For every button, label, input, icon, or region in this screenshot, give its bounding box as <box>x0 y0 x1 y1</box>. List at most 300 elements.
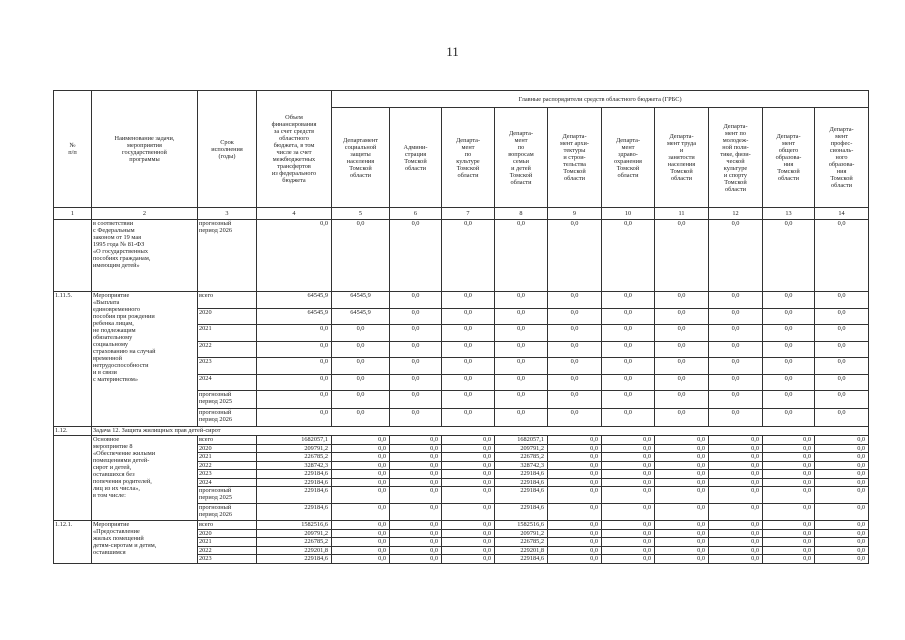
header-period: Срок исполнения (годы) <box>198 91 257 208</box>
row-grbs-value: 0,0 <box>390 358 442 375</box>
row-grbs-value: 0,0 <box>602 358 655 375</box>
row-grbs-value: 0,0 <box>655 529 709 538</box>
row-grbs-value: 0,0 <box>602 374 655 391</box>
row-grbs-value: 0,0 <box>332 220 390 292</box>
row-grbs-value: 0,0 <box>495 308 548 325</box>
row-grbs-value: 0,0 <box>390 470 442 479</box>
row-grbs-value: 0,0 <box>332 504 390 521</box>
row-grbs-value: 0,0 <box>390 409 442 427</box>
row-period: 2020 <box>198 444 257 453</box>
row-grbs-value: 0,0 <box>815 529 869 538</box>
row-grbs-value: 328742,3 <box>495 461 548 470</box>
row-grbs-value: 0,0 <box>390 374 442 391</box>
row-period: прогнозный период 2026 <box>198 409 257 427</box>
row-grbs-value: 229184,6 <box>495 504 548 521</box>
row-grbs-value: 0,0 <box>655 220 709 292</box>
row-grbs-value: 0,0 <box>442 555 495 564</box>
row-grbs-value: 0,0 <box>390 325 442 342</box>
column-number-row <box>54 208 869 220</box>
row-grbs-value: 64545,9 <box>332 308 390 325</box>
row-name: Основное мероприятие 8 «Обеспечение жилыми помещениями детей- сирот и детей, оставшихся без попечения родителей, лиц из их числа», в том числе: <box>92 436 198 521</box>
row-grbs-value: 0,0 <box>602 521 655 530</box>
row-total-value: 0,0 <box>257 409 332 427</box>
row-grbs-value: 0,0 <box>548 444 602 453</box>
row-grbs-value: 0,0 <box>390 487 442 504</box>
row-total-value: 64545,9 <box>257 292 332 309</box>
row-grbs-value: 0,0 <box>442 374 495 391</box>
row-grbs-value: 0,0 <box>763 409 815 427</box>
header-grbs-9: Департа- мент общего образова- ния Томской области <box>763 108 815 208</box>
row-grbs-value: 0,0 <box>763 538 815 547</box>
row-grbs-value: 0,0 <box>442 504 495 521</box>
row-grbs-value: 0,0 <box>763 220 815 292</box>
row-grbs-value: 0,0 <box>709 341 763 358</box>
row-grbs-value: 0,0 <box>815 341 869 358</box>
row-period: 2020 <box>198 529 257 538</box>
row-grbs-value: 0,0 <box>763 461 815 470</box>
row-grbs-value: 0,0 <box>815 461 869 470</box>
row-grbs-value: 0,0 <box>763 521 815 530</box>
header-grbs-3: Департа- мент по культуре Томской области <box>442 108 495 208</box>
row-grbs-value: 0,0 <box>332 470 390 479</box>
row-grbs-value: 0,0 <box>332 521 390 530</box>
row-grbs-value: 0,0 <box>332 461 390 470</box>
row-grbs-value: 0,0 <box>815 444 869 453</box>
header-grbs-2: Админи- страция Томской области <box>390 108 442 208</box>
header-row <box>54 91 869 108</box>
row-grbs-value: 0,0 <box>548 453 602 462</box>
row-grbs-value: 0,0 <box>655 444 709 453</box>
row-period: 2020 <box>198 308 257 325</box>
row-grbs-value: 0,0 <box>390 341 442 358</box>
row-grbs-value: 0,0 <box>442 529 495 538</box>
row-period: 2022 <box>198 461 257 470</box>
header-grbs-8: Департа- мент по молодеж- ной поли- тике, физи- ческой культуре и спорту Томской области <box>709 108 763 208</box>
row-grbs-value: 0,0 <box>709 374 763 391</box>
row-grbs-value: 0,0 <box>602 453 655 462</box>
row-grbs-value: 0,0 <box>548 529 602 538</box>
row-grbs-value: 0,0 <box>495 220 548 292</box>
row-period: 2021 <box>198 538 257 547</box>
row-grbs-value: 0,0 <box>548 436 602 445</box>
row-grbs-value: 0,0 <box>655 436 709 445</box>
row-grbs-value: 0,0 <box>548 478 602 487</box>
row-grbs-value: 0,0 <box>495 325 548 342</box>
row-grbs-value: 0,0 <box>709 391 763 409</box>
row-grbs-value: 0,0 <box>442 546 495 555</box>
header-grbs-10: Департа- мент профес- сиональ- ного образова- ния Томской области <box>815 108 869 208</box>
row-period: прогнозный период 2026 <box>198 220 257 292</box>
row-total-value: 328742,3 <box>257 461 332 470</box>
row-grbs-value: 0,0 <box>709 453 763 462</box>
row-number <box>54 436 92 521</box>
row-grbs-value: 0,0 <box>390 444 442 453</box>
column-number: 11 <box>655 208 709 220</box>
row-grbs-value: 0,0 <box>332 487 390 504</box>
row-grbs-value: 0,0 <box>709 521 763 530</box>
row-grbs-value: 0,0 <box>763 391 815 409</box>
row-total-value: 0,0 <box>257 220 332 292</box>
row-grbs-value: 0,0 <box>390 538 442 547</box>
row-grbs-value: 0,0 <box>602 504 655 521</box>
row-number <box>54 220 92 292</box>
row-grbs-value: 0,0 <box>763 374 815 391</box>
column-number: 13 <box>763 208 815 220</box>
row-grbs-value: 0,0 <box>332 546 390 555</box>
row-grbs-value: 229184,6 <box>495 555 548 564</box>
row-total-value: 64545,9 <box>257 308 332 325</box>
row-grbs-value: 0,0 <box>332 374 390 391</box>
row-grbs-value: 0,0 <box>548 487 602 504</box>
row-period: 2022 <box>198 546 257 555</box>
row-grbs-value: 0,0 <box>442 409 495 427</box>
row-period: всего <box>198 521 257 530</box>
row-grbs-value: 0,0 <box>602 470 655 479</box>
row-grbs-value: 0,0 <box>332 555 390 564</box>
row-grbs-value: 0,0 <box>815 555 869 564</box>
row-total-value: 0,0 <box>257 391 332 409</box>
task-title: Задача 12. Защита жилищных прав детей-сирот <box>92 427 869 436</box>
row-grbs-value: 0,0 <box>495 374 548 391</box>
header-grbs-title: Главные распорядители средств областного бюджета (ГРБС) <box>332 91 869 108</box>
row-grbs-value: 0,0 <box>815 308 869 325</box>
row-period: 2023 <box>198 555 257 564</box>
row-grbs-value: 0,0 <box>332 409 390 427</box>
row-grbs-value: 0,0 <box>602 461 655 470</box>
row-grbs-value: 0,0 <box>815 391 869 409</box>
row-grbs-value: 0,0 <box>655 374 709 391</box>
column-number: 2 <box>92 208 198 220</box>
row-grbs-value: 0,0 <box>548 292 602 309</box>
row-grbs-value: 0,0 <box>763 358 815 375</box>
row-grbs-value: 0,0 <box>655 453 709 462</box>
row-grbs-value: 226785,2 <box>495 538 548 547</box>
row-grbs-value: 0,0 <box>815 504 869 521</box>
row-total-value: 1582516,6 <box>257 521 332 530</box>
row-grbs-value: 0,0 <box>602 555 655 564</box>
row-grbs-value: 0,0 <box>548 220 602 292</box>
row-grbs-value: 0,0 <box>815 453 869 462</box>
row-grbs-value: 0,0 <box>815 546 869 555</box>
row-grbs-value: 0,0 <box>442 220 495 292</box>
row-grbs-value: 0,0 <box>602 341 655 358</box>
row-period: 2023 <box>198 470 257 479</box>
header-no: № п/п <box>54 91 92 208</box>
row-grbs-value: 0,0 <box>442 538 495 547</box>
row-grbs-value: 64545,9 <box>332 292 390 309</box>
row-grbs-value: 0,0 <box>495 341 548 358</box>
table-row <box>54 292 869 309</box>
row-grbs-value: 226785,2 <box>495 453 548 462</box>
row-total-value: 229201,8 <box>257 546 332 555</box>
row-number: 1.11.5. <box>54 292 92 427</box>
row-grbs-value: 0,0 <box>655 341 709 358</box>
row-period: всего <box>198 292 257 309</box>
row-grbs-value: 0,0 <box>815 487 869 504</box>
row-grbs-value: 0,0 <box>442 461 495 470</box>
row-period: всего <box>198 436 257 445</box>
column-number: 4 <box>257 208 332 220</box>
header-grbs-4: Департа- мент по вопросам семьи и детей Томской области <box>495 108 548 208</box>
row-grbs-value: 229184,6 <box>495 487 548 504</box>
row-grbs-value: 229184,6 <box>495 470 548 479</box>
row-grbs-value: 0,0 <box>495 358 548 375</box>
row-period: 2023 <box>198 358 257 375</box>
row-total-value: 209791,2 <box>257 444 332 453</box>
row-grbs-value: 0,0 <box>655 538 709 547</box>
row-grbs-value: 0,0 <box>763 325 815 342</box>
row-grbs-value: 0,0 <box>495 409 548 427</box>
column-number: 3 <box>198 208 257 220</box>
row-total-value: 229184,6 <box>257 470 332 479</box>
row-grbs-value: 0,0 <box>332 529 390 538</box>
row-grbs-value: 0,0 <box>655 470 709 479</box>
row-grbs-value: 0,0 <box>548 358 602 375</box>
row-grbs-value: 0,0 <box>655 521 709 530</box>
row-grbs-value: 0,0 <box>655 555 709 564</box>
row-grbs-value: 0,0 <box>602 292 655 309</box>
column-number: 5 <box>332 208 390 220</box>
row-grbs-value: 0,0 <box>548 521 602 530</box>
row-name: в соответствии с Федеральным законом от 19 мая 1995 года № 81-ФЗ «О государственных пособиях гражданам, имеющим детей» <box>92 220 198 292</box>
page-number: 11 <box>446 44 459 59</box>
row-grbs-value: 0,0 <box>709 292 763 309</box>
task-row <box>54 427 869 436</box>
row-total-value: 0,0 <box>257 374 332 391</box>
financing-table <box>53 90 869 564</box>
row-grbs-value: 0,0 <box>763 308 815 325</box>
row-grbs-value: 0,0 <box>332 358 390 375</box>
row-grbs-value: 0,0 <box>815 325 869 342</box>
row-grbs-value: 0,0 <box>548 374 602 391</box>
row-grbs-value: 0,0 <box>709 555 763 564</box>
row-grbs-value: 0,0 <box>602 220 655 292</box>
row-grbs-value: 0,0 <box>390 292 442 309</box>
row-grbs-value: 0,0 <box>655 325 709 342</box>
row-grbs-value: 0,0 <box>602 478 655 487</box>
row-grbs-value: 0,0 <box>709 538 763 547</box>
row-grbs-value: 0,0 <box>815 538 869 547</box>
row-grbs-value: 0,0 <box>390 529 442 538</box>
row-grbs-value: 0,0 <box>655 487 709 504</box>
row-grbs-value: 0,0 <box>602 529 655 538</box>
row-grbs-value: 0,0 <box>763 436 815 445</box>
row-grbs-value: 0,0 <box>548 555 602 564</box>
row-grbs-value: 0,0 <box>442 487 495 504</box>
row-grbs-value: 0,0 <box>548 341 602 358</box>
row-grbs-value: 0,0 <box>709 436 763 445</box>
row-grbs-value: 0,0 <box>602 444 655 453</box>
row-grbs-value: 0,0 <box>332 444 390 453</box>
row-grbs-value: 0,0 <box>442 478 495 487</box>
row-grbs-value: 1582516,6 <box>495 521 548 530</box>
row-grbs-value: 0,0 <box>763 341 815 358</box>
row-grbs-value: 0,0 <box>815 292 869 309</box>
column-number: 6 <box>390 208 442 220</box>
row-grbs-value: 0,0 <box>332 436 390 445</box>
header-grbs-7: Департа- мент труда и занятости населения Томской области <box>655 108 709 208</box>
row-period: 2024 <box>198 374 257 391</box>
row-grbs-value: 0,0 <box>815 374 869 391</box>
row-period: 2024 <box>198 478 257 487</box>
row-grbs-value: 0,0 <box>763 470 815 479</box>
row-grbs-value: 0,0 <box>442 292 495 309</box>
header-name: Наименование задачи, мероприятия государственной программы <box>92 91 198 208</box>
row-total-value: 229184,6 <box>257 504 332 521</box>
row-grbs-value: 0,0 <box>763 292 815 309</box>
row-grbs-value: 0,0 <box>763 453 815 462</box>
row-name: Мероприятие «Выплата единовременного пособия при рождении ребенка лицам, не подлежащим обязательному социальному страхованию на случай временной нетрудоспособности и в связи с материнством» <box>92 292 198 427</box>
column-number: 8 <box>495 208 548 220</box>
row-grbs-value: 0,0 <box>655 546 709 555</box>
row-grbs-value: 0,0 <box>709 546 763 555</box>
row-total-value: 229184,6 <box>257 555 332 564</box>
row-grbs-value: 0,0 <box>709 470 763 479</box>
row-total-value: 0,0 <box>257 325 332 342</box>
row-grbs-value: 0,0 <box>709 220 763 292</box>
row-grbs-value: 209791,2 <box>495 444 548 453</box>
table-row <box>54 521 869 530</box>
row-grbs-value: 0,0 <box>763 487 815 504</box>
row-total-value: 0,0 <box>257 341 332 358</box>
table-row <box>54 436 869 445</box>
row-grbs-value: 0,0 <box>763 529 815 538</box>
row-grbs-value: 0,0 <box>390 391 442 409</box>
row-grbs-value: 0,0 <box>815 521 869 530</box>
row-grbs-value: 0,0 <box>602 409 655 427</box>
row-grbs-value: 0,0 <box>548 409 602 427</box>
row-grbs-value: 0,0 <box>548 308 602 325</box>
row-grbs-value: 0,0 <box>815 358 869 375</box>
row-grbs-value: 1682057,1 <box>495 436 548 445</box>
row-grbs-value: 0,0 <box>709 487 763 504</box>
column-number: 9 <box>548 208 602 220</box>
row-total-value: 229184,6 <box>257 487 332 504</box>
row-grbs-value: 0,0 <box>442 391 495 409</box>
row-grbs-value: 0,0 <box>332 453 390 462</box>
column-number: 10 <box>602 208 655 220</box>
row-grbs-value: 0,0 <box>655 292 709 309</box>
row-grbs-value: 0,0 <box>495 292 548 309</box>
row-grbs-value: 0,0 <box>332 538 390 547</box>
row-grbs-value: 0,0 <box>815 436 869 445</box>
row-grbs-value: 0,0 <box>442 358 495 375</box>
row-grbs-value: 0,0 <box>709 444 763 453</box>
row-grbs-value: 0,0 <box>763 478 815 487</box>
row-total-value: 1682057,1 <box>257 436 332 445</box>
row-grbs-value: 0,0 <box>442 308 495 325</box>
row-grbs-value: 0,0 <box>332 341 390 358</box>
row-grbs-value: 0,0 <box>548 504 602 521</box>
row-grbs-value: 0,0 <box>709 308 763 325</box>
row-period: 2021 <box>198 325 257 342</box>
row-grbs-value: 0,0 <box>390 461 442 470</box>
row-grbs-value: 0,0 <box>390 308 442 325</box>
table-row <box>54 220 869 292</box>
row-grbs-value: 0,0 <box>602 487 655 504</box>
row-grbs-value: 0,0 <box>390 546 442 555</box>
row-grbs-value: 0,0 <box>655 358 709 375</box>
row-grbs-value: 0,0 <box>815 409 869 427</box>
row-grbs-value: 0,0 <box>390 555 442 564</box>
column-number: 14 <box>815 208 869 220</box>
row-total-value: 226785,2 <box>257 453 332 462</box>
header-grbs-1: Департамент социальной защиты населения Томской области <box>332 108 390 208</box>
task-number: 1.12. <box>54 427 92 436</box>
row-grbs-value: 0,0 <box>709 478 763 487</box>
row-grbs-value: 0,0 <box>548 461 602 470</box>
row-period: прогнозный период 2026 <box>198 504 257 521</box>
column-number: 7 <box>442 208 495 220</box>
row-grbs-value: 0,0 <box>548 325 602 342</box>
row-grbs-value: 0,0 <box>442 325 495 342</box>
row-grbs-value: 0,0 <box>709 504 763 521</box>
row-grbs-value: 0,0 <box>390 453 442 462</box>
row-number: 1.12.1. <box>54 521 92 564</box>
row-grbs-value: 0,0 <box>548 470 602 479</box>
row-grbs-value: 0,0 <box>763 504 815 521</box>
row-grbs-value: 0,0 <box>815 220 869 292</box>
row-grbs-value: 0,0 <box>763 555 815 564</box>
row-grbs-value: 0,0 <box>442 453 495 462</box>
row-grbs-value: 0,0 <box>602 436 655 445</box>
row-grbs-value: 0,0 <box>548 546 602 555</box>
row-grbs-value: 0,0 <box>332 391 390 409</box>
row-grbs-value: 0,0 <box>815 478 869 487</box>
row-grbs-value: 0,0 <box>548 391 602 409</box>
row-grbs-value: 0,0 <box>442 521 495 530</box>
row-grbs-value: 0,0 <box>548 538 602 547</box>
row-total-value: 226785,2 <box>257 538 332 547</box>
row-grbs-value: 0,0 <box>332 325 390 342</box>
row-total-value: 0,0 <box>257 358 332 375</box>
row-grbs-value: 0,0 <box>709 461 763 470</box>
row-grbs-value: 0,0 <box>495 391 548 409</box>
row-grbs-value: 0,0 <box>815 470 869 479</box>
header-volume: Объем финансирования за счет средств областного бюджета, в том числе за счет межбюджетных трансфертов из федерального бюджета <box>257 91 332 208</box>
row-total-value: 209791,2 <box>257 529 332 538</box>
row-grbs-value: 0,0 <box>390 436 442 445</box>
row-grbs-value: 0,0 <box>442 341 495 358</box>
row-grbs-value: 0,0 <box>709 529 763 538</box>
row-grbs-value: 0,0 <box>602 325 655 342</box>
row-grbs-value: 0,0 <box>390 220 442 292</box>
row-grbs-value: 229201,8 <box>495 546 548 555</box>
row-grbs-value: 0,0 <box>655 478 709 487</box>
row-grbs-value: 0,0 <box>709 325 763 342</box>
row-grbs-value: 229184,6 <box>495 478 548 487</box>
row-period: прогнозный период 2025 <box>198 391 257 409</box>
row-grbs-value: 0,0 <box>442 444 495 453</box>
header-grbs-6: Департа- мент здраво- охранения Томской области <box>602 108 655 208</box>
row-period: прогнозный период 2025 <box>198 487 257 504</box>
row-grbs-value: 0,0 <box>655 409 709 427</box>
row-grbs-value: 0,0 <box>390 504 442 521</box>
row-grbs-value: 0,0 <box>655 504 709 521</box>
row-grbs-value: 0,0 <box>655 308 709 325</box>
row-grbs-value: 209791,2 <box>495 529 548 538</box>
row-grbs-value: 0,0 <box>763 546 815 555</box>
row-name: Мероприятие «Предоставление жилых помещений детям-сиротам и детям, оставшимся <box>92 521 198 564</box>
column-number: 1 <box>54 208 92 220</box>
row-grbs-value: 0,0 <box>709 409 763 427</box>
header-grbs-5: Департа- мент архи- тектуры и строи- тельства Томской области <box>548 108 602 208</box>
row-total-value: 229184,6 <box>257 478 332 487</box>
row-grbs-value: 0,0 <box>390 478 442 487</box>
row-period: 2022 <box>198 341 257 358</box>
row-grbs-value: 0,0 <box>442 470 495 479</box>
row-grbs-value: 0,0 <box>602 546 655 555</box>
